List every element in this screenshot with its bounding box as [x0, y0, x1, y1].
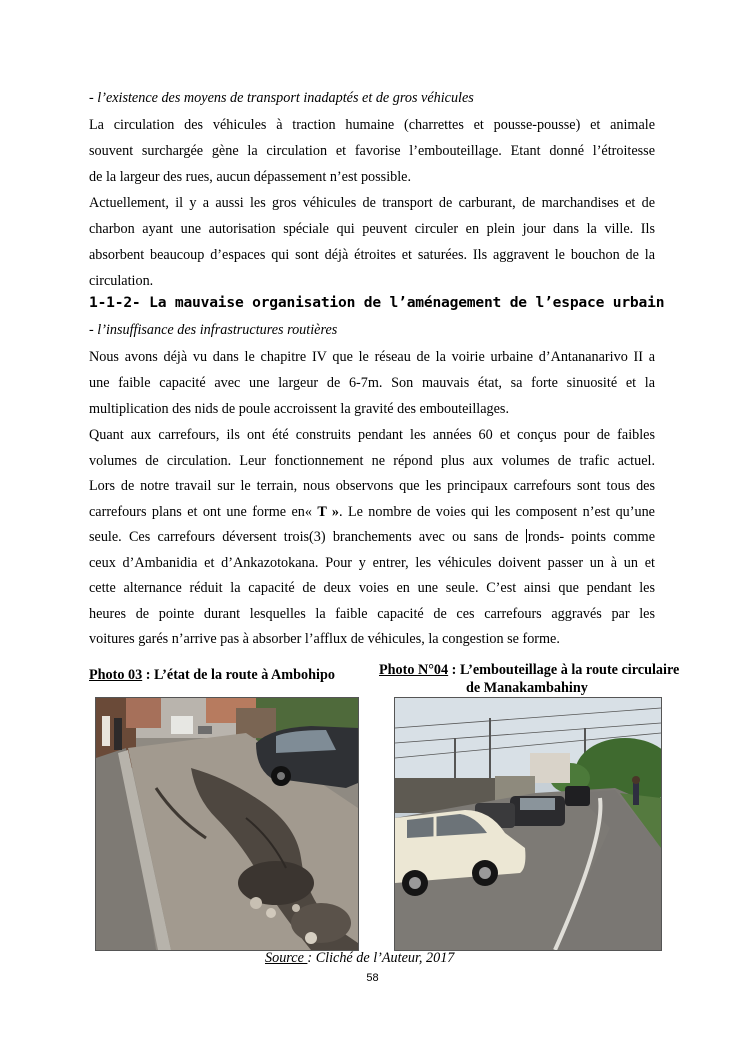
- road-photo-illustration: [96, 698, 358, 950]
- text-line: charbon ayant une autorisation spéciale qui peuvent circuler en plein jour dans la ville. Ils: [89, 221, 655, 237]
- photo-source: [265, 950, 454, 967]
- photo1-title: : L’état de la route à Ambohipo: [142, 667, 335, 683]
- text-line: de la largeur des rues, aucun dépassement n’est possible.: [89, 169, 412, 185]
- text-run: . Le nombre de voies qui les composent n’est qu’une: [339, 503, 655, 520]
- text-line: La circulation des véhicules à traction humaine (charrettes et pousse-pousse) et animale: [89, 117, 655, 133]
- text-cursor: [526, 529, 527, 543]
- text-line: heures de pointe durant lesquelles la faible capacité de ces carrefours aggravés par les: [89, 605, 655, 622]
- text-run: carrefours plans et ont une forme en«: [89, 503, 318, 520]
- text-line: Quant aux carrefours, ils ont été construits pendant les années 60 et conçus pour de faibles: [89, 427, 655, 443]
- text-line: Lors de notre travail sur le terrain, nous observons que les principaux carrefours sont tous des: [89, 478, 655, 494]
- photo2-label: Photo N°04: [379, 662, 449, 678]
- photo2-title: : L’embouteillage à la route circulaire: [448, 662, 680, 678]
- text-run: ronds- points comme: [527, 529, 655, 545]
- photo-road-ambohipo: [95, 697, 359, 951]
- text-line: [89, 528, 655, 554]
- traffic-photo-illustration: [395, 698, 661, 950]
- text-line: Nous avons déjà vu dans le chapitre IV que le réseau de la voirie urbaine d’Antananarivo II a: [89, 349, 655, 365]
- section-heading: 1-1-2- La mauvaise organisation de l’aménagement de l’espace urbain: [89, 294, 665, 311]
- text-line: souvent surchargée gène la circulation et favorise l’embouteillage. Etant donné l’étroitesse: [89, 143, 655, 159]
- photo2-caption: [379, 662, 679, 679]
- text-line: cette alternance réduit la capacité de deux voies en une seule. C’est ainsi que pendant les: [89, 580, 655, 596]
- page-number: 58: [366, 972, 379, 984]
- source-label: Source: [265, 950, 308, 966]
- text-line: Actuellement, il y a aussi les gros véhicules de transport de carburant, de marchandises et de: [89, 195, 655, 211]
- text-line: ceux d’Ambanidia et d’Ankazotokana. Pour y entrer, les véhicules doivent passer un à un et: [89, 554, 655, 571]
- text-line: absorbent beaucoup d’espaces qui sont déjà étroites et saturées. Ils aggravent le bouchon de la: [89, 247, 655, 263]
- photo2-caption-line2: de Manakambahiny: [466, 680, 588, 696]
- source-text: : Cliché de l’Auteur, 2017: [307, 950, 455, 966]
- bold-t: T »: [317, 503, 340, 520]
- photo1-caption: [89, 667, 335, 684]
- bullet-infrastructures: - l’insuffisance des infrastructures routières: [89, 322, 338, 338]
- paragraph-traction: [89, 116, 655, 194]
- text-line: volumes de circulation. Leur fonctionnement ne répond plus aux volumes de trafic actuel.: [89, 452, 655, 469]
- text-line: [89, 503, 655, 529]
- bullet-transport: - l’existence des moyens de transport inadaptés et de gros véhicules: [89, 90, 474, 106]
- paragraph-carrefours: [89, 426, 655, 656]
- text-line: voitures garés n’arrive pas à absorber l’afflux de véhicules, la congestion se forme.: [89, 631, 560, 647]
- paragraph-gros-vehicules: [89, 194, 655, 298]
- text-line: circulation.: [89, 273, 154, 289]
- paragraph-voirie: [89, 348, 655, 426]
- photo-traffic-manakambahiny: [394, 697, 662, 951]
- photo1-label: Photo 03: [89, 667, 143, 683]
- text-line: multiplication des nids de poule accroissent la gravité des embouteillages.: [89, 401, 509, 417]
- text-line: une faible capacité avec une largeur de 6-7m. Son mauvais état, sa forte sinuosité et la: [89, 375, 655, 391]
- text-run: seule. Ces carrefours déversent trois(3) branchements avec ou sans de: [89, 529, 526, 545]
